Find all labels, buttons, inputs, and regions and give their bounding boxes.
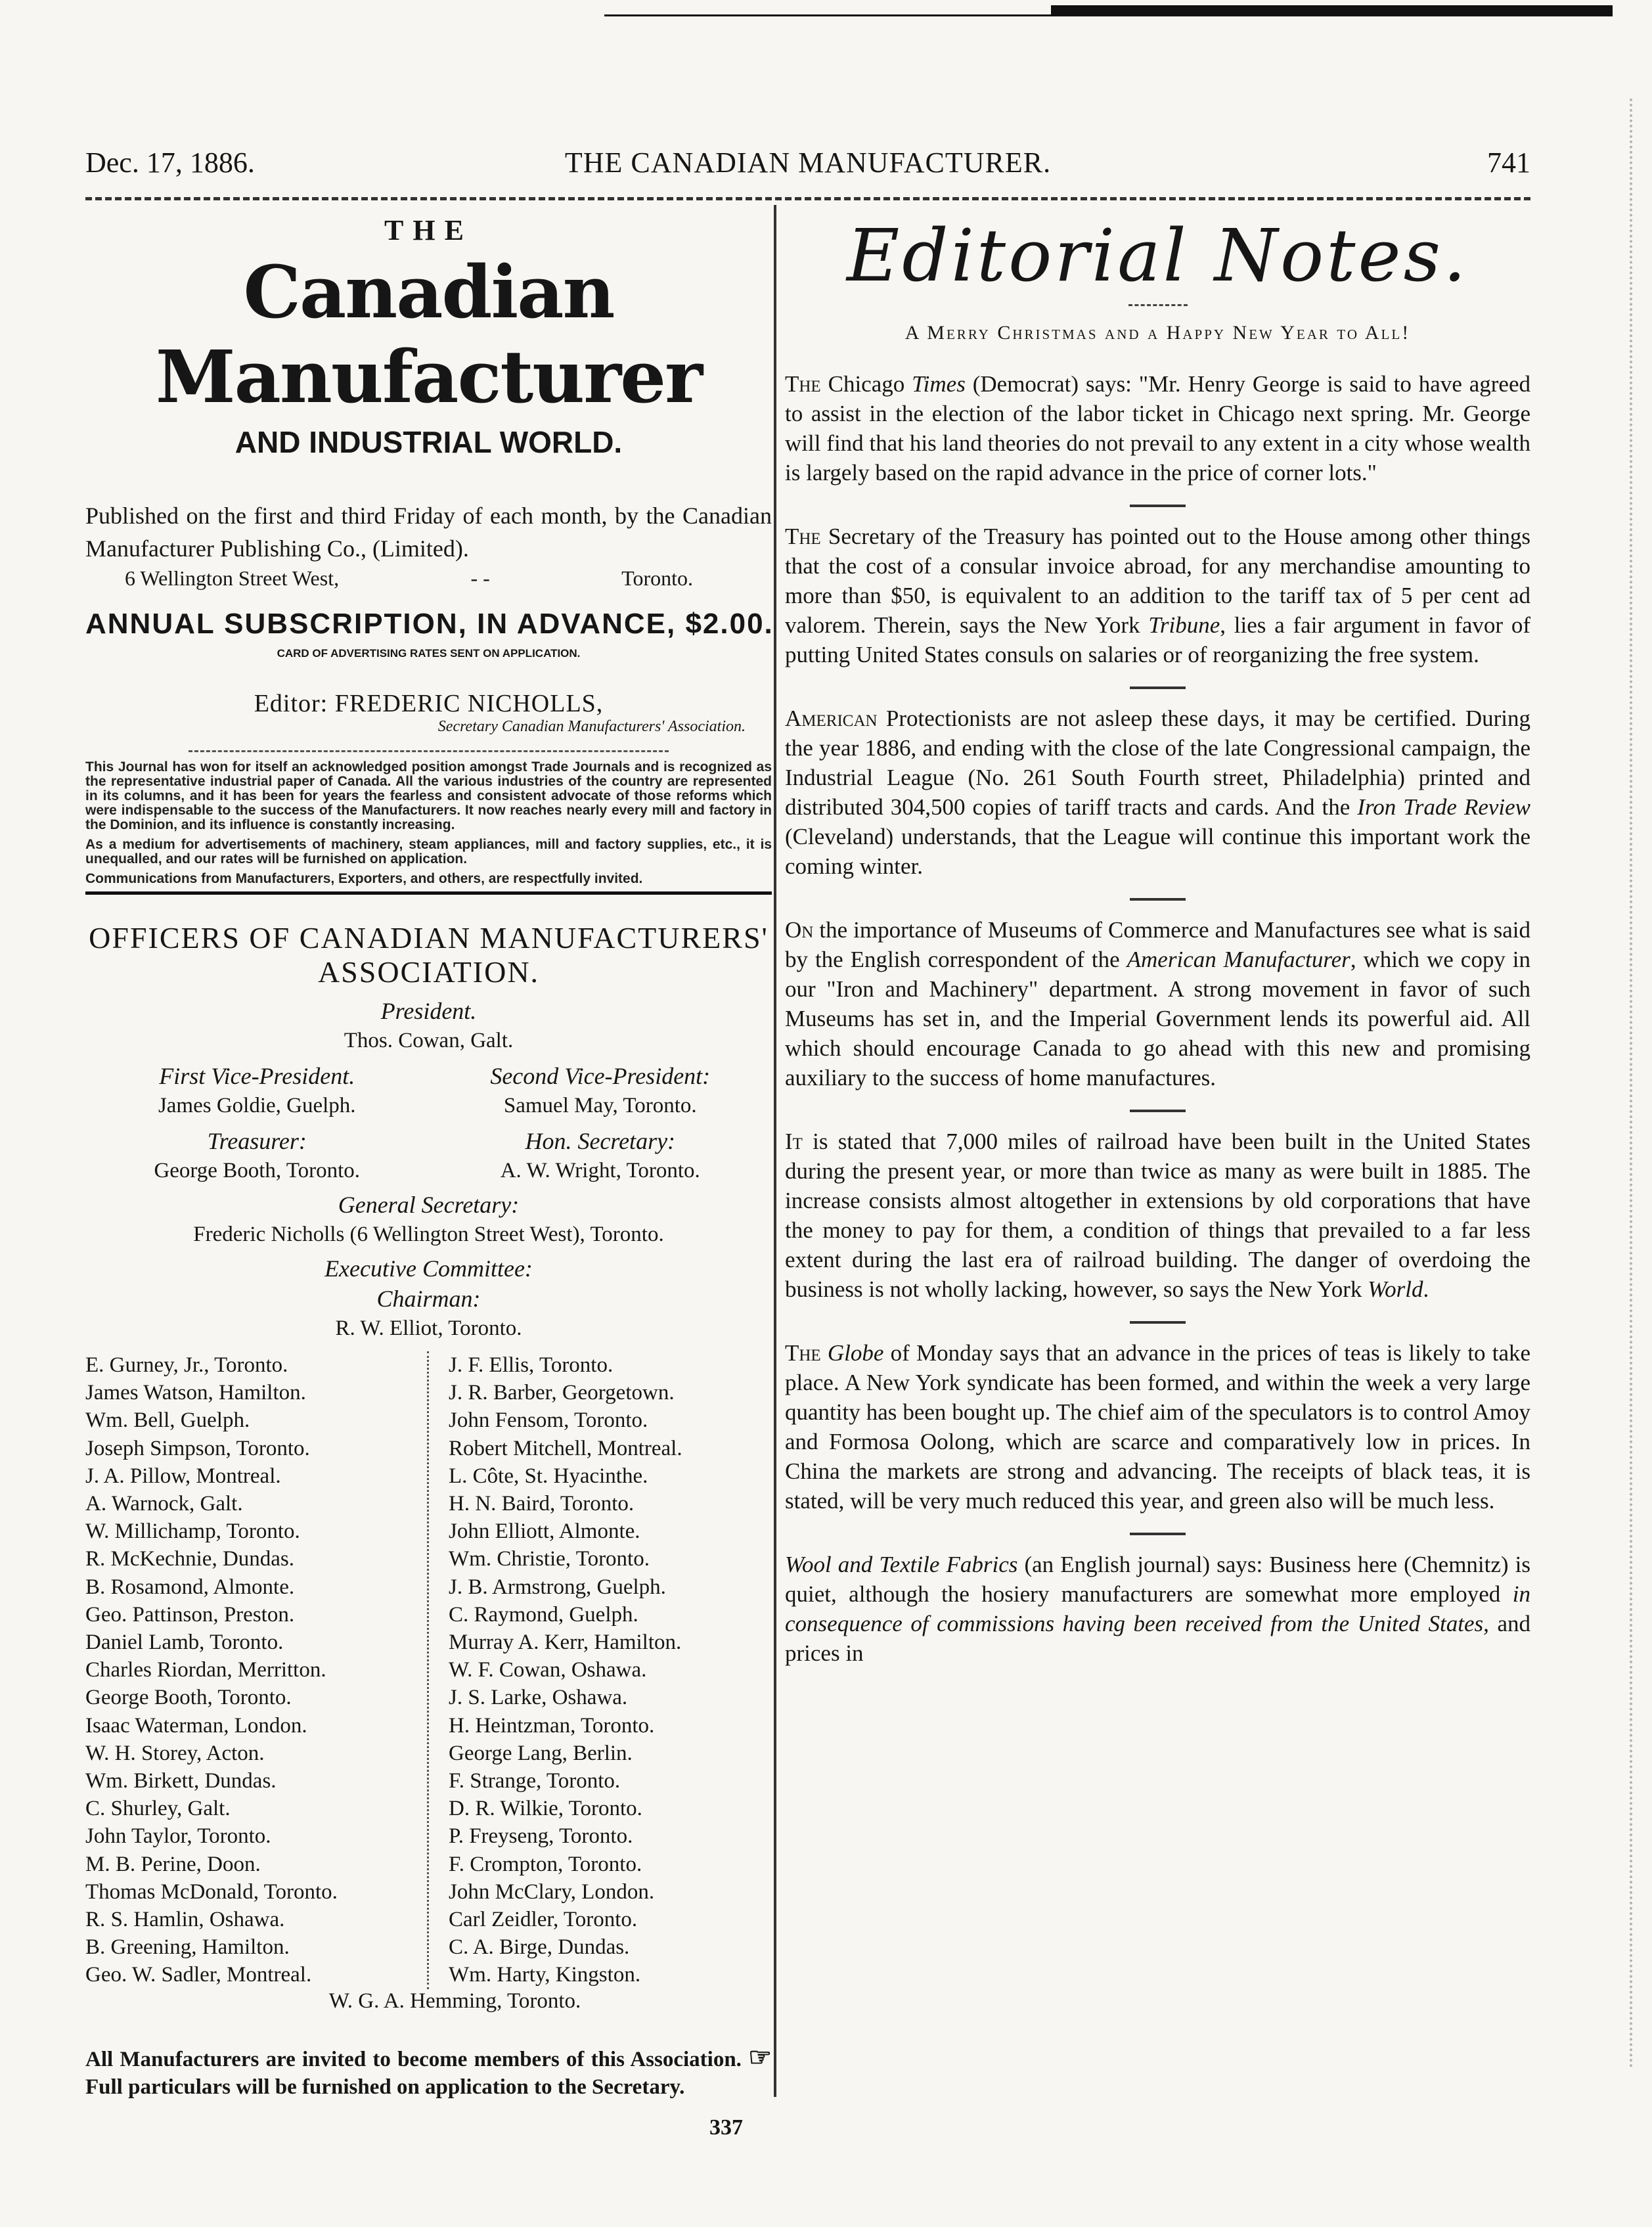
committee-member: B. Greening, Hamilton. [85,1935,290,1960]
para-text: (an English journal) says: Business here (Chemnitz) is quiet, although the hosiery manufacturers are somewhat more employed [785,1552,1530,1607]
title-rule [1128,304,1188,306]
note-chicago-times [785,369,1530,487]
note-teas [785,1338,1530,1516]
section-rule [85,891,772,895]
para-italic: Wool and Textile Fabrics [785,1552,1018,1577]
treasurer-name: George Booth, Toronto. [154,1159,361,1182]
committee-member: Wm. Bell, Guelph. [85,1408,250,1433]
chairman-name: R. W. Elliot, Toronto. [335,1316,522,1340]
invitation-details: Full particulars will be furnished on application to the Secretary. [85,2075,685,2099]
column-divider [774,205,776,2097]
dashed-separator [189,750,669,752]
para-italic: Times [912,371,966,397]
committee-member: John Fensom, Toronto. [449,1408,648,1433]
committee-member: E. Gurney, Jr., Toronto. [85,1353,288,1377]
chairman-label: Chairman: [376,1286,481,1312]
para-italic: Tribune [1148,612,1220,638]
treasurer-label: Treasurer: [207,1128,307,1154]
para-lead: American [785,706,878,731]
committee-member: Murray A. Kerr, Hamilton. [449,1631,682,1655]
note-wool-textile [785,1550,1530,1668]
page-number: 741 [1487,146,1530,179]
committee-member: P. Freyseng, Toronto. [449,1824,633,1849]
committee-member: J. R. Barber, Georgetown. [449,1381,675,1405]
committee-member: D. R. Wilkie, Toronto. [449,1797,642,1821]
para-text: and prices in [785,1611,1530,1666]
para-lead: It [785,1129,803,1154]
masthead-title: Canadian Manufacturer [155,250,702,419]
second-vp-name: Samuel May, Toronto. [503,1094,697,1117]
note-separator [1130,1533,1186,1535]
running-header [85,146,1530,192]
page-edge-marks [1627,99,1632,2069]
vice-presidents [85,1062,772,1118]
right-column [785,214,1530,1668]
committee-members [85,1351,772,1989]
committee-member: F. Crompton, Toronto. [449,1852,642,1876]
committee-member: B. Rosamond, Almonte. [85,1575,295,1599]
committee-member: H. N. Baird, Toronto. [449,1492,635,1516]
committee-member: J. A. Pillow, Montreal. [85,1464,281,1488]
para-text: , lies a fair argument in favor of putting United States consuls on salaries or of reorganizing the free system. [785,612,1530,667]
members-list-left [85,1351,427,1989]
committee-member: J. B. Armstrong, Guelph. [449,1575,666,1599]
hon-secretary-name: A. W. Wright, Toronto. [500,1159,700,1182]
committee-member: Robert Mitchell, Montreal. [449,1436,682,1460]
para-text: (Democrat) says: "Mr. Henry George is said to have agreed to assist in the election of the labor ticket in Chicago next spring. Mr. George will find that his land theories do not prevail to any extent in a city whose wealth is largely based on the rapid advance in the price of corner lots." [785,371,1530,485]
membership-invitation [85,2044,772,2101]
para-italic: World [1368,1276,1423,1302]
para-lead: The [785,1340,821,1366]
header-rule [85,197,1530,200]
masthead-the: THE [384,214,473,246]
editor-role: Secretary Canadian Manufacturers' Association. [437,718,746,735]
para-italic: in consequence of commissions having been received from the United States, [785,1581,1530,1636]
committee-member: Wm. Christie, Toronto. [449,1547,650,1571]
para-text: Chicago [820,371,912,397]
para-text: . [1423,1276,1429,1302]
invitation-text: All Manufacturers are invited to become members of this Association. [85,2047,742,2071]
members-list-right [427,1351,682,1989]
general-secretary-name: Frederic Nicholls (6 Wellington Street West), Toronto. [193,1223,664,1246]
note-separator [1130,1321,1186,1324]
first-vp-label: First Vice-President. [159,1063,355,1089]
masthead-subtitle: AND INDUSTRIAL WORLD. [234,425,623,459]
committee-member: James Watson, Hamilton. [85,1381,306,1405]
committee-member: Geo. W. Sadler, Montreal. [85,1963,312,1987]
committee-member: R. McKechnie, Dundas. [85,1547,295,1571]
note-protectionists [785,704,1530,881]
para-lead: The [785,524,821,549]
para-italic: American Manufacturer [1127,947,1351,972]
hon-secretary-label: Hon. Secretary: [525,1128,676,1154]
committee-member: W. Millichamp, Toronto. [85,1519,300,1544]
committee-member: L. Côte, St. Hyacinthe. [449,1464,648,1488]
journal-note: As a medium for advertisements of machinery, steam appliances, mill and factory supplies, etc., it is unequalled, and our rates will be furnished on application. [85,837,772,866]
note-railroad [785,1127,1530,1304]
president-name: Thos. Cowan, Galt. [344,1029,514,1052]
subscription-price: ANNUAL SUBSCRIPTION, IN ADVANCE, $2.00. [85,608,774,640]
committee-member: Joseph Simpson, Toronto. [85,1436,310,1460]
committee-member: John Elliott, Almonte. [449,1519,640,1544]
para-text: of Monday says that an advance in the prices of teas is likely to take place. A New York syndicate has been formed, and within the week a very large quantity has been bought up. The chief aim of the speculators is to control Amoy and Formosa Oolong, which are scarce and comparatively low in prices. In China the markets are strong and advancing. The receipts of black teas, it is stated, will be very much reduced this year, and green also will be much less. [785,1340,1531,1514]
committee-member: John McClary, London. [449,1879,655,1904]
folio-number: 337 [709,2115,743,2140]
city: Toronto. [621,566,693,590]
committee-member: J. S. Larke, Oshawa. [449,1686,628,1710]
committee-member: W. H. Storey, Acton. [85,1741,265,1765]
journal-note: This Journal has won for itself an acknowledged position amongst Trade Journals and is recognized as the representative industrial paper of Canada. All the various industries of the country are represented in its columns, and it has been for years the fearless and consistent advocate of those reforms which were indispensable to the success of the Manufacturers. It now reaches nearly every mill and factory in the Dominion, and its influence is constantly increasing. [85,759,772,832]
journal-notes [85,760,772,886]
committee-member: C. Raymond, Guelph. [449,1602,638,1627]
advertising-rates-note: CARD OF ADVERTISING RATES SENT ON APPLICATION. [277,647,581,660]
committee-member: A. Warnock, Galt. [85,1492,243,1516]
committee-member: C. Shurley, Galt. [85,1797,231,1821]
committee-member-last: W. G. A. Hemming, Toronto. [328,1989,581,2013]
street-address: 6 Wellington Street West, [125,566,340,590]
para-text: , which we copy in our "Iron and Machinery" department. A strong movement in favor of such Museums has set in, and the Imperial Government lends its powerful aid. All which should encourage Canada to go ahead with this new and promising auxiliary to the success of home manufactures. [785,947,1531,1091]
committee-member: W. F. Cowan, Oshawa. [449,1658,647,1682]
para-lead: On [785,917,814,943]
para-text: is stated that 7,000 miles of railroad have been built in the United States during the present year, or more than twice as many as were built in 1885. The increase consists almost altogether in extensions by old corporations that have the money to pay for them, a condition of things that prevailed to a far less extent during the last era of railroad building. The danger of overdoing the business is not wholly lacking, however, so says the New York [785,1129,1530,1302]
committee-member: H. Heintzman, Toronto. [449,1713,655,1738]
note-treasury [785,522,1530,669]
officers-heading: OFFICERS OF CANADIAN MANUFACTURERS' ASSOCIATION. [89,921,769,989]
editor-line: Editor: FREDERIC NICHOLLS, [254,690,604,717]
para-text: (Cleveland) understands, that the League will continue this important work the coming winter. [785,824,1530,879]
committee-member: R. S. Hamlin, Oshawa. [85,1908,285,1932]
treasurer-secretary [85,1127,772,1183]
committee-member: F. Strange, Toronto. [449,1769,621,1793]
committee-member: C. A. Birge, Dundas. [449,1935,630,1960]
editorial-notes-title: Editorial Notes. [846,214,1469,298]
committee-member: Isaac Waterman, London. [85,1713,307,1738]
committee-member: Wm. Harty, Kingston. [449,1963,641,1987]
note-separator [1130,686,1186,689]
issue-date: Dec. 17, 1886. [85,146,255,179]
para-text: Secretary of the Treasury has pointed out to the House among other things that the cost of a consular invoice abroad, for any merchandise amounting to more than $50, is equivalent to an addition to the tariff tax of 5 per cent ad valorem. Therein, says the New York [785,524,1530,638]
second-vp-label: Second Vice-President: [490,1063,711,1089]
committee-member: Wm. Birkett, Dundas. [85,1769,277,1793]
committee-member: J. F. Ellis, Toronto. [449,1353,614,1377]
note-separator [1130,1110,1186,1112]
note-separator [1130,505,1186,507]
committee-member: George Lang, Berlin. [449,1741,633,1765]
para-italic: Globe [827,1340,884,1366]
note-museums [785,915,1530,1092]
holiday-greeting: A Merry Christmas and a Happy New Year to All! [904,322,1411,344]
committee-member: M. B. Perine, Doon. [85,1852,261,1876]
note-separator [1130,898,1186,901]
general-secretary-label: General Secretary: [338,1192,520,1218]
pointing-hand-icon: ☞ [748,2042,772,2072]
journal-running-title: THE CANADIAN MANUFACTURER. [564,146,1052,179]
publication-address [85,566,772,591]
committee-member: John Taylor, Toronto. [85,1824,271,1849]
committee-member: Thomas McDonald, Toronto. [85,1879,338,1904]
para-text: Protectionists are not asleep these days, it may be certified. During the year 1886, and ending with the close of the late Congressional campaign, the Industrial League (No. 261 South Fourth street, Philadelphia) printed and distributed 304,500 copies of tariff tracts and cards. And the [785,706,1530,820]
first-vp-name: James Goldie, Guelph. [158,1094,356,1117]
publication-notice: Published on the first and third Friday of each month, by the Canadian Manufacturer Publishing Co., (Limited). [85,503,772,562]
para-italic: Iron Trade Review [1357,794,1530,820]
committee-member: George Booth, Toronto. [85,1686,292,1710]
committee-member: Daniel Lamb, Toronto. [85,1631,284,1655]
para-lead: The [785,371,821,397]
committee-member: Geo. Pattinson, Preston. [85,1602,295,1627]
committee-member: Charles Riordan, Merritton. [85,1658,326,1682]
top-border-heavy-rule [1051,5,1613,16]
left-column [85,214,772,2101]
executive-committee-label: Executive Committee: [324,1255,533,1282]
journal-note: Communications from Manufacturers, Exporters, and others, are respectfully invited. [85,871,643,886]
president-label: President. [380,998,477,1024]
address-dash: - - [470,566,490,590]
committee-member: Carl Zeidler, Toronto. [449,1908,638,1932]
para-text: the importance of Museums of Commerce and Manufactures see what is said by the English correspondent of the [785,917,1530,972]
